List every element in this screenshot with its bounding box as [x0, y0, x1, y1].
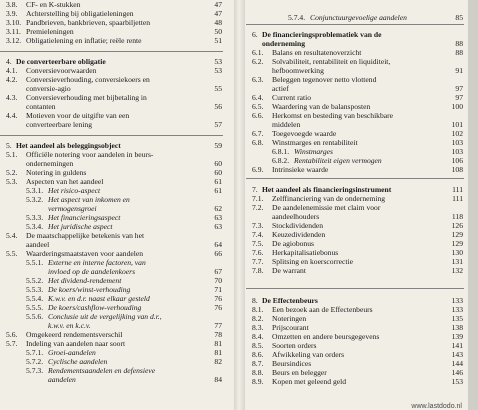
toc-entry-title: Een bezoek aan de Effectenbeurs [272, 305, 373, 314]
toc-entry-number: 8.7. [252, 359, 264, 368]
toc-entry-number: 3.8. [6, 0, 18, 9]
toc-entry-number: 4.4. [6, 111, 18, 120]
toc-entry-page: 100 [451, 102, 463, 111]
toc-entry-number: 5.7.3. [26, 366, 44, 375]
page-edge [468, 0, 478, 410]
toc-entry-number: 7.6. [252, 248, 264, 257]
toc-entry-page: 129 [451, 230, 463, 239]
toc-entry-title: Indeling van aandelen naar soort [26, 339, 126, 348]
toc-entry-number: 5.7. [6, 339, 18, 348]
toc-entry-title: Achterstelling bij obligatieleningen [26, 9, 134, 18]
toc-entry-page: 129 [451, 239, 463, 248]
toc-entry-title: vermogensgroei [48, 204, 97, 213]
toc-entry-page: 85 [455, 13, 463, 22]
toc-entry-page: 81 [214, 348, 222, 357]
toc-entry-title: De Effectenbeurs [262, 296, 318, 305]
section-divider [0, 51, 223, 52]
toc-entry-page: 51 [214, 36, 222, 45]
toc-entry-number: 6.8. [252, 138, 264, 147]
section-divider [0, 135, 223, 136]
toc-entry-title: Obligatielening en inflatie; reële rente [26, 36, 142, 45]
toc-entry-page: 60 [214, 168, 222, 177]
toc-entry-title: Het aandeel als beleggingsobject [16, 141, 121, 150]
toc-entry-page: 70 [214, 276, 222, 285]
toc-entry-page: 103 [451, 147, 463, 156]
toc-entry-number: 3.10. [6, 18, 22, 27]
toc-entry-title: Pandbrieven, bankbrieven, spaarbiljetten [26, 18, 150, 27]
toc-entry-number: 6.5. [252, 102, 264, 111]
toc-entry-page: 63 [214, 222, 222, 231]
toc-entry-title: Beursindices [272, 359, 312, 368]
toc-entry-number: 6.6. [252, 111, 264, 120]
toc-entry-number: 6.1. [252, 48, 264, 57]
toc-entry-title: Afwikkeling van orders [272, 350, 345, 359]
toc-entry-page: 106 [451, 156, 463, 165]
toc-entry-title: Herkapitalisatiebonus [272, 248, 339, 257]
toc-entry-number: 6.8.2. [272, 156, 290, 165]
toc-entry-title: converteerbare lening [26, 120, 92, 129]
toc-entry-title: De warrant [272, 266, 306, 275]
toc-entry-number: 5.5.2. [26, 276, 44, 285]
toc-entry-title: Rentabiliteit eigen vermogen [294, 156, 382, 165]
toc-entry-number: 5.3. [6, 177, 18, 186]
toc-entry-title: Noteringen [272, 314, 307, 323]
toc-entry-page: 64 [214, 240, 222, 249]
toc-entry-title: Het risico-aspect [48, 186, 101, 195]
toc-entry-number: 6.4. [252, 93, 264, 102]
toc-entry-page: 97 [455, 84, 463, 93]
toc-entry-number: 5.5.4. [26, 294, 44, 303]
toc-entry-number: 7.5. [252, 239, 264, 248]
toc-entry-number: 5.3.4. [26, 222, 44, 231]
toc-entry-number: 5.5.5. [26, 303, 44, 312]
toc-entry-page: 135 [451, 314, 463, 323]
toc-entry-page: 103 [451, 138, 463, 147]
toc-entry-page: 71 [214, 285, 222, 294]
toc-entry-title: De converteerbare obligatie [16, 57, 106, 66]
toc-entry-number: 7. [252, 185, 258, 194]
toc-entry-number: 5.7.2. [26, 357, 44, 366]
toc-entry-title: Beleggen tegenover netto vlottend [272, 75, 377, 84]
toc-entry-number: 5.4. [6, 231, 18, 240]
toc-entry-page: 132 [451, 266, 463, 275]
toc-entry-title: ondernemingen [26, 159, 74, 168]
toc-entry-number: 5.3.1. [26, 186, 44, 195]
toc-entry-page: 118 [451, 212, 463, 221]
toc-entry-number: 7.4. [252, 230, 264, 239]
section-divider [246, 178, 464, 179]
toc-entry-page: 102 [451, 129, 463, 138]
toc-entry-page: 53 [214, 66, 222, 75]
toc-entry-page: 88 [455, 48, 463, 57]
toc-entry-page: 61 [214, 177, 222, 186]
toc-entry-number: 5.3.2. [26, 195, 44, 204]
toc-entry-number: 5.5.3. [26, 285, 44, 294]
toc-entry-title: aandelen [48, 375, 76, 384]
toc-entry-number: 5.6. [6, 330, 18, 339]
toc-entry-page: 76 [214, 294, 222, 303]
toc-entry-title: Beurs en belegger [272, 368, 327, 377]
toc-entry-number: 4.3. [6, 93, 18, 102]
toc-entry-page: 133 [451, 296, 463, 305]
toc-entry-title: Kopen met geleend geld [272, 377, 347, 386]
toc-entry-title: Groei-aandelen [48, 348, 96, 357]
toc-entry-number: 7.8. [252, 266, 264, 275]
toc-entry-title: Notering in guldens [26, 168, 87, 177]
toc-entry-title: Premieleningen [26, 27, 74, 36]
toc-entry-page: 101 [451, 120, 463, 129]
toc-entry-number: 8.5. [252, 341, 264, 350]
toc-entry-number: 3.11. [6, 27, 21, 36]
toc-entry-title: Splitsing en koerscorrectie [272, 257, 353, 266]
toc-entry-number: 3.12. [6, 36, 22, 45]
toc-entry-title: Toegevoegde waarde [272, 129, 337, 138]
toc-entry-title: Conclusie uit de vergelijking van d.r., [48, 312, 162, 321]
toc-entry-number: 4.1. [6, 66, 18, 75]
toc-entry-page: 153 [451, 377, 463, 386]
toc-entry-page: 82 [214, 357, 222, 366]
toc-entry-title: Prijscourant [272, 323, 309, 332]
toc-entry-page: 47 [214, 0, 222, 9]
toc-entry-title: Waardering van de balansposten [272, 102, 371, 111]
toc-entry-page: 78 [214, 330, 222, 339]
toc-entry-page: 111 [452, 185, 463, 194]
toc-entry-page: 60 [214, 159, 222, 168]
toc-entry-title: Waarderingsmaatstaven voor aandelen [26, 249, 144, 258]
toc-entry-number: 5.7.1. [26, 348, 44, 357]
toc-entry-page: 59 [214, 141, 222, 150]
toc-entry-number: 8.3. [252, 323, 264, 332]
toc-entry-number: 6. [252, 30, 258, 39]
toc-entry-title: Omzetten en andere beursgegevens [272, 332, 380, 341]
toc-entry-number: 4. [6, 57, 12, 66]
toc-entry-page: 146 [451, 368, 463, 377]
toc-entry-page: 66 [214, 249, 222, 258]
toc-entry-title: Het financieringsaspect [48, 213, 121, 222]
toc-entry-title: k.w.v. en k.c.v. [48, 321, 91, 330]
toc-entry-title: Conversieverhouding met bijbetaling in [26, 93, 147, 102]
toc-entry-number: 7.7. [252, 257, 264, 266]
toc-entry-number: 8.1. [252, 305, 264, 314]
toc-entry-page: 143 [451, 350, 463, 359]
toc-entry-title: Het juridische aspect [48, 222, 113, 231]
toc-entry-number: 8.9. [252, 377, 264, 386]
toc-entry-number: 5.5.1. [26, 258, 44, 267]
toc-entry-title: Zelffinanciering van de onderneming [272, 194, 386, 203]
toc-entry-title: De koers/winst-verhouding [48, 285, 131, 294]
toc-entry-title: De koers/cashflow-verhouding [48, 303, 142, 312]
toc-entry-number: 5.1. [6, 150, 18, 159]
toc-entry-page: 47 [214, 9, 222, 18]
toc-entry-title: Cyclische aandelen [48, 357, 108, 366]
toc-entry-number: 6.8.1. [272, 147, 290, 156]
toc-entry-page: 91 [455, 66, 463, 75]
toc-entry-title: Het dividend-rendement [48, 276, 122, 285]
toc-entry-title: Rendementsaandelen en defensieve [48, 366, 156, 375]
toc-entry-title: De agiobonus [272, 239, 314, 248]
toc-entry-number: 8.4. [252, 332, 264, 341]
toc-entry-title: Herkomst en besteding van beschikbare [272, 111, 394, 120]
toc-entry-page: 81 [214, 339, 222, 348]
toc-entry-title: aandeelhouders [272, 212, 320, 221]
toc-entry-page: 56 [214, 102, 222, 111]
toc-entry-title: CF- en K-stukken [26, 0, 81, 9]
toc-entry-title: invloed op de aandelenkoers [48, 267, 136, 276]
toc-entry-number: 8.2. [252, 314, 264, 323]
toc-entry-page: 55 [214, 84, 222, 93]
toc-entry-title: Motieven voor de uitgifte van een [26, 111, 130, 120]
book-gutter [234, 0, 245, 410]
toc-entry-page: 57 [214, 120, 222, 129]
toc-entry-title: Keuzedividenden [272, 230, 326, 239]
toc-entry-title: hefboomwerking [272, 66, 324, 75]
toc-entry-title: Conversievoorwaarden [26, 66, 97, 75]
toc-entry-page: 67 [214, 267, 222, 276]
toc-entry-number: 4.2. [6, 75, 18, 84]
toc-entry-page: 84 [214, 375, 222, 384]
toc-entry-title: aandeel [26, 240, 50, 249]
toc-entry-page: 111 [452, 194, 463, 203]
toc-entry-title: Het aspect van inkomen en [48, 195, 130, 204]
toc-entry-page: 50 [214, 27, 222, 36]
toc-entry-page: 76 [214, 303, 222, 312]
toc-entry-number: 5.3.3. [26, 213, 44, 222]
toc-entry-title: Winstmarges en rentabiliteit [272, 138, 358, 147]
toc-entry-number: 8.6. [252, 350, 264, 359]
toc-entry-page: 126 [451, 221, 463, 230]
toc-entry-number: 6.9. [252, 165, 264, 174]
toc-entry-title: De financieringsproblematiek van de [262, 30, 382, 39]
toc-entry-number: 5. [6, 141, 12, 150]
toc-entry-page: 61 [214, 186, 222, 195]
toc-entry-page: 48 [214, 18, 222, 27]
toc-entry-page: 63 [214, 213, 222, 222]
toc-entry-number: 6.7. [252, 129, 264, 138]
toc-entry-title: Aspecten van het aandeel [26, 177, 104, 186]
toc-entry-number: 8. [252, 296, 258, 305]
toc-entry-page: 133 [451, 305, 463, 314]
toc-entry-title: onderneming [262, 39, 306, 48]
toc-entry-title: middelen [272, 120, 301, 129]
toc-entry-title: actief [272, 84, 289, 93]
toc-entry-number: 7.1. [252, 194, 264, 203]
toc-entry-number: 7.3. [252, 221, 264, 230]
section-divider [246, 24, 464, 25]
toc-entry-title: Winstmarges [294, 147, 333, 156]
toc-entry-page: 62 [214, 204, 222, 213]
toc-entry-number: 6.2. [252, 57, 264, 66]
toc-entry-title: Current ratio [272, 93, 312, 102]
toc-entry-title: contanten [26, 102, 56, 111]
toc-entry-title: De aandelenemissie met claim voor [272, 203, 381, 212]
toc-entry-title: De maatschappelijke betekenis van het [26, 231, 145, 240]
toc-entry-title: conversie-agio [26, 84, 71, 93]
toc-entry-page: 97 [455, 93, 463, 102]
toc-entry-number: 5.5. [6, 249, 18, 258]
toc-entry-page: 138 [451, 323, 463, 332]
toc-entry-title: Solvabiliteit, rentabiliteit en liquiditeit, [272, 57, 391, 66]
toc-entry-title: Soorten orders [272, 341, 317, 350]
toc-entry-title: K.w.v. en d.r. naast elkaar gesteld [48, 294, 150, 303]
toc-entry-title: Conjunctuurgevoelige aandelen [310, 13, 407, 22]
toc-entry-page: 88 [455, 39, 463, 48]
toc-entry-number: 5.7.4. [288, 13, 306, 22]
toc-entry-title: Externe en interne factoren, van [48, 258, 146, 267]
toc-entry-page: 77 [214, 321, 222, 330]
toc-entry-title: Intrinsieke waarde [272, 165, 329, 174]
toc-entry-title: Balans en resultatenoverzicht [272, 48, 362, 57]
toc-entry-title: Officiële notering voor aandelen in beurs- [26, 150, 154, 159]
toc-entry-page: 144 [451, 359, 463, 368]
toc-entry-page: 130 [451, 248, 463, 257]
toc-entry-page: 108 [451, 165, 463, 174]
toc-entry-page: 139 [451, 332, 463, 341]
section-divider [246, 288, 464, 289]
toc-entry-number: 3.9. [6, 9, 18, 18]
toc-entry-page: 131 [451, 257, 463, 266]
watermark: www.lastdodo.nl [411, 403, 462, 410]
toc-entry-number: 5.2. [6, 168, 18, 177]
toc-entry-number: 5.5.6. [26, 312, 44, 321]
toc-entry-title: Het aandeel als financieringsinstrument [262, 185, 392, 194]
toc-entry-title: Omgekeerd rendementsverschil [26, 330, 123, 339]
toc-entry-title: Stockdividenden [272, 221, 324, 230]
toc-entry-title: Conversieverhouding, conversiekoers en [26, 75, 150, 84]
toc-entry-number: 8.8. [252, 368, 264, 377]
toc-entry-page: 141 [451, 341, 463, 350]
toc-entry-number: 7.2. [252, 203, 264, 212]
toc-entry-page: 53 [214, 57, 222, 66]
toc-entry-number: 6.3. [252, 75, 264, 84]
